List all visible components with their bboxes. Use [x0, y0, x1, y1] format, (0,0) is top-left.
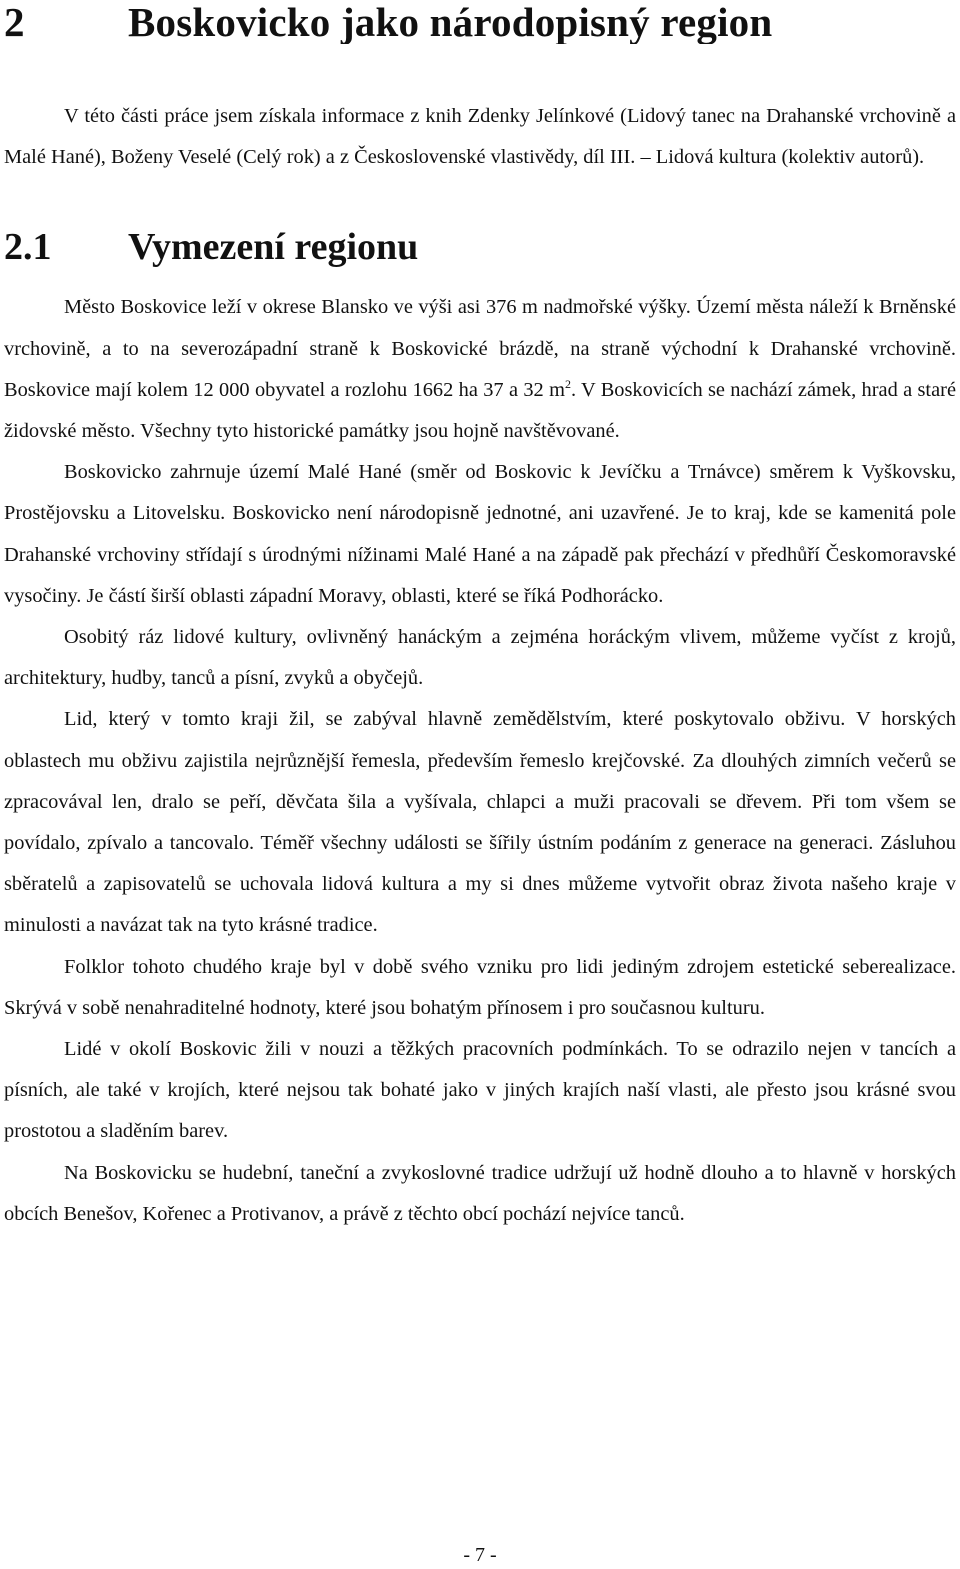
chapter-heading — [4, 0, 956, 44]
paragraph-location — [4, 287, 956, 452]
paragraph-location-text-b: . V Boskovicích se nachází zámek, hrad a staré židovské město. Všechny tyto historické památky jsou hojně navštěvované. — [4, 378, 956, 443]
paragraph-location-text-a: Město Boskovice leží v okrese Blansko ve výši asi 376 m nadmořské výšky. Území města náleží k Brněnské vrchovině, a to na severozápadní straně k Boskovické brázdě, na straně východní k Drahanské vrchovině. Boskovice mají kolem 12 000 obyvatel a rozlohu 1662 ha 37 a 32 m — [4, 296, 956, 401]
paragraph-livelihood: Lid, který v tomto kraji žil, se zabýval hlavně zemědělstvím, které poskytovalo obživu. V horských oblastech mu obživu zajistila nejrůznější řemesla, především řemeslo krejčovské. Za dlouhých zimních večerů se zpracovával len, dralo se peří, děvčata šila a vyšívala, chlapci a muži pracovali se dřevem. Při tom všem se povídalo, zpívalo a tancovalo. Téměř všechny události se šířily ústním podáním z generace na generaci. Zásluhou sběratelů a zapisovatelů se uchovala lidová kultura a my si dnes můžeme vytvořit obraz života našeho kraje v minulosti a navázat tak na tyto krásné tradice. — [4, 708, 956, 937]
paragraph-people: Lidé v okolí Boskovic žili v nouzi a těžkých pracovních podmínkách. To se odrazilo nejen v tancích a písních, ale také v krojích, které nejsou tak bohaté jako v jiných krajích naší vlasti, ale přesto jsou krásné svou prostotou a sladěním barev. — [4, 1038, 956, 1143]
page-number: - 7 - — [463, 1544, 497, 1566]
section-number: 2.1 — [4, 226, 52, 269]
paragraph-culture: Osobitý ráz lidové kultury, ovlivněný hanáckým a zejména horáckým vlivem, můžeme vyčíst z krojů, architektury, hudby, tanců a písní, zvyků a obyčejů. — [4, 626, 956, 690]
intro-paragraph: V této části práce jsem získala informace z knih Zdenky Jelínkové (Lidový tanec na Drahanské vrchovině a Malé Hané), Boženy Veselé (Celý rok) a z Československé vlastivědy, díl III. – Lidová kultura (kolektiv autorů). — [4, 105, 956, 169]
chapter-title: Boskovicko jako národopisný region — [128, 0, 773, 44]
paragraph-territory: Boskovicko zahrnuje území Malé Hané (směr od Boskovic k Jevíčku a Trnávce) směrem k Vyškovsku, Prostějovsku a Litovelsku. Boskovicko není národopisně jednotné, ani uzavřené. Je to kraj, kde se kamenitá pole Drahanské vrchoviny střídají s úrodnými nížinami Malé Hané a na západě pak přechází v předhůří Českomoravské vysočiny. Je částí širší oblasti západní Moravy, oblasti, které se říká Podhorácko. — [4, 461, 956, 607]
section-heading — [4, 226, 956, 268]
superscript-two: 2 — [564, 377, 571, 392]
paragraph-folklore: Folklor tohoto chudého kraje byl v době svého vzniku pro lidi jediným zdrojem estetické seberealizace. Skrývá v sobě nenahraditelné hodnoty, které jsou bohatým přínosem i pro současnou kulturu. — [4, 955, 956, 1019]
section-title: Vymezení regionu — [128, 226, 419, 269]
paragraph-traditions: Na Boskovicku se hudební, taneční a zvykoslovné tradice udržují už hodně dlouho a to hlavně v horských obcích Benešov, Kořenec a Protivanov, a právě z těchto obcí pochází nejvíce tanců. — [4, 1161, 956, 1225]
document-page — [4, 0, 956, 1235]
chapter-number: 2 — [4, 0, 25, 44]
